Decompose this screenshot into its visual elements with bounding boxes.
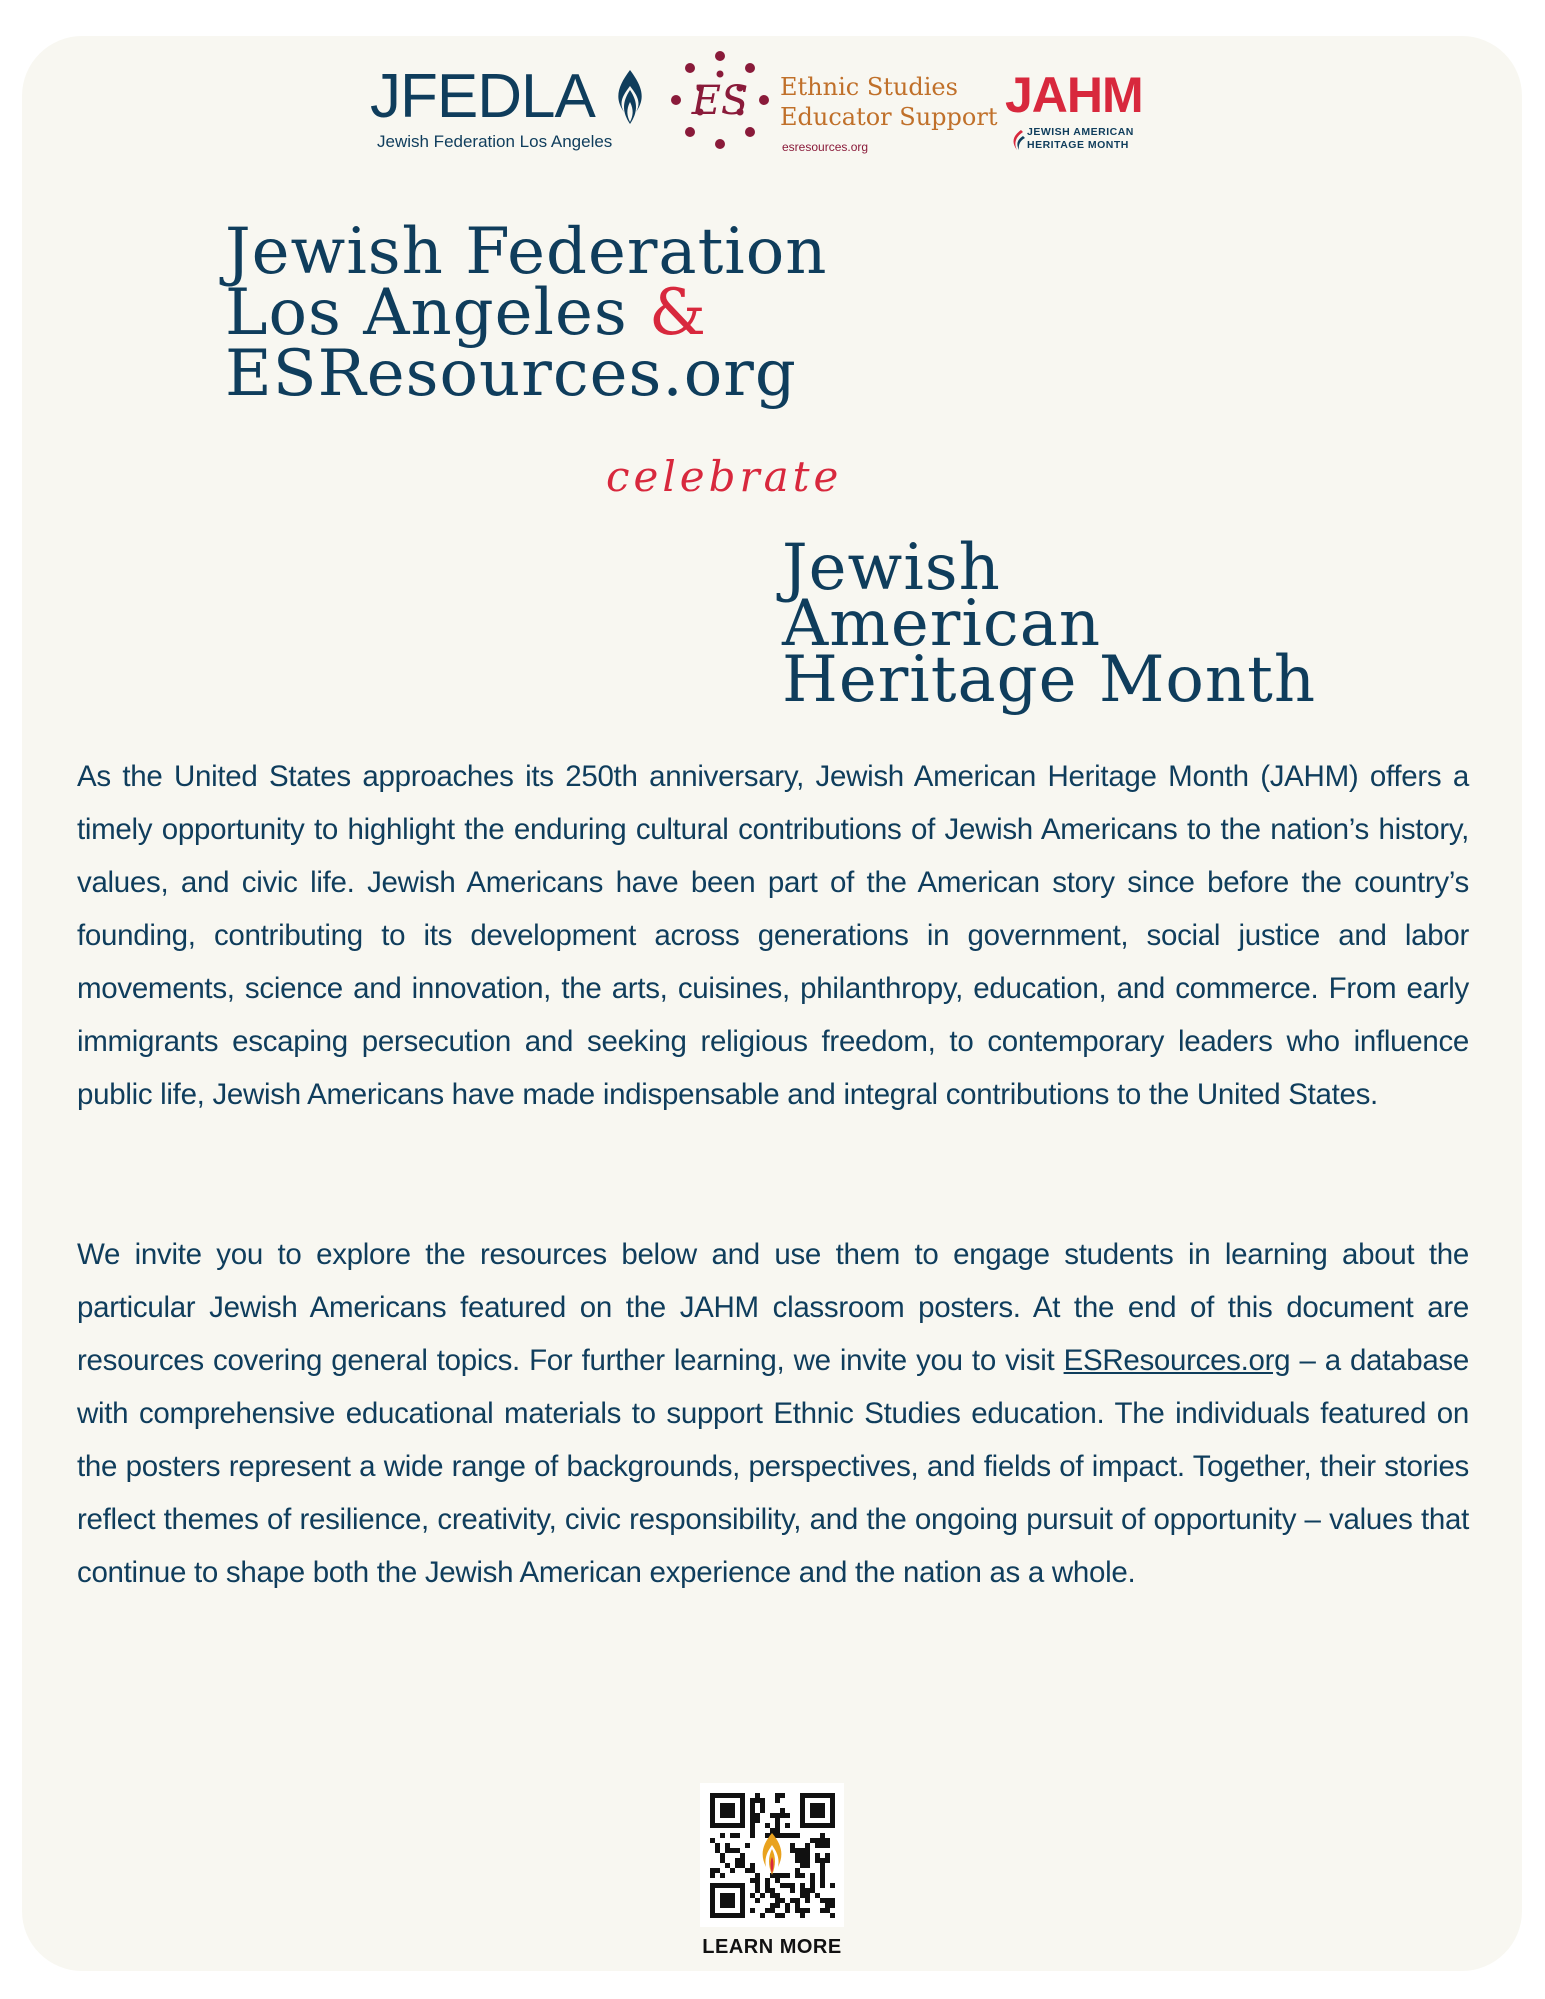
qr-module bbox=[825, 1898, 830, 1903]
jahm-subtitle-line1: JEWISH AMERICAN bbox=[1027, 126, 1134, 138]
qr-module bbox=[795, 1848, 800, 1853]
qr-module bbox=[825, 1853, 830, 1858]
qr-module bbox=[810, 1888, 815, 1893]
qr-module bbox=[780, 1808, 785, 1813]
qr-module bbox=[815, 1853, 820, 1858]
qr-module bbox=[790, 1848, 795, 1853]
qr-module bbox=[805, 1898, 810, 1903]
qr-module bbox=[795, 1833, 800, 1838]
qr-module bbox=[795, 1873, 800, 1878]
qr-module bbox=[830, 1903, 835, 1908]
qr-module bbox=[720, 1873, 725, 1878]
qr-module bbox=[800, 1848, 805, 1853]
qr-module bbox=[775, 1913, 780, 1918]
qr-module bbox=[755, 1813, 760, 1818]
qr-module bbox=[780, 1898, 785, 1903]
qr-module bbox=[805, 1908, 810, 1913]
logo-strip bbox=[0, 0, 1545, 170]
main-headline bbox=[225, 215, 945, 411]
qr-module bbox=[735, 1833, 740, 1838]
qr-module bbox=[735, 1848, 740, 1853]
ethnic-studies-url[interactable]: esresources.org bbox=[782, 140, 869, 154]
qr-module bbox=[785, 1873, 790, 1878]
qr-module bbox=[795, 1903, 800, 1908]
qr-module bbox=[820, 1843, 825, 1848]
qr-module bbox=[765, 1908, 770, 1913]
qr-module bbox=[815, 1893, 820, 1898]
qr-module bbox=[790, 1883, 795, 1888]
qr-module bbox=[765, 1878, 770, 1883]
qr-module bbox=[785, 1903, 790, 1908]
qr-module bbox=[795, 1858, 800, 1863]
qr-module bbox=[780, 1883, 785, 1888]
qr-module bbox=[825, 1908, 830, 1913]
flame-icon bbox=[610, 68, 650, 126]
qr-module bbox=[775, 1793, 780, 1798]
qr-module bbox=[780, 1873, 785, 1878]
subhead-line1: Jewish bbox=[782, 531, 1001, 605]
qr-module bbox=[770, 1888, 775, 1893]
qr-module bbox=[805, 1848, 810, 1853]
qr-module bbox=[810, 1883, 815, 1888]
subhead-line3: Heritage Month bbox=[782, 643, 1317, 717]
subhead-line2: American bbox=[782, 587, 1102, 661]
qr-module bbox=[755, 1793, 760, 1798]
qr-module bbox=[770, 1908, 775, 1913]
qr-module bbox=[800, 1913, 805, 1918]
qr-module bbox=[805, 1888, 810, 1893]
qr-module bbox=[810, 1878, 815, 1883]
qr-module bbox=[750, 1868, 755, 1873]
qr-module bbox=[825, 1858, 830, 1863]
qr-module bbox=[820, 1873, 825, 1878]
qr-module bbox=[770, 1893, 775, 1898]
qr-module bbox=[750, 1823, 755, 1828]
qr-module bbox=[815, 1858, 820, 1863]
qr-module bbox=[775, 1823, 780, 1828]
headline-line3: ESResources.org bbox=[225, 337, 797, 411]
qr-module bbox=[780, 1913, 785, 1918]
qr-module bbox=[770, 1828, 775, 1833]
qr-module bbox=[795, 1898, 800, 1903]
qr-module bbox=[710, 1868, 715, 1873]
qr-module bbox=[790, 1843, 795, 1848]
qr-module bbox=[770, 1903, 775, 1908]
qr-module bbox=[775, 1813, 780, 1818]
ethnic-studies-mark-icon[interactable] bbox=[668, 48, 772, 152]
learn-more-label[interactable]: LEARN MORE bbox=[702, 1936, 842, 1958]
celebrate-text: celebrate bbox=[606, 452, 843, 501]
jahm-subtitle bbox=[1027, 126, 1197, 152]
qr-module bbox=[720, 1853, 725, 1858]
qr-module bbox=[750, 1813, 755, 1818]
qr-module bbox=[820, 1858, 825, 1863]
qr-module bbox=[785, 1813, 790, 1818]
headline-ampersand: & bbox=[649, 276, 707, 350]
qr-module bbox=[740, 1858, 745, 1863]
qr-module bbox=[745, 1868, 750, 1873]
qr-module bbox=[780, 1813, 785, 1818]
qr-module bbox=[800, 1858, 805, 1863]
qr-module bbox=[810, 1838, 815, 1843]
qr-module bbox=[790, 1833, 795, 1838]
qr-module bbox=[795, 1868, 800, 1873]
qr-module bbox=[720, 1833, 725, 1838]
qr-module bbox=[745, 1843, 750, 1848]
qr-module bbox=[715, 1868, 720, 1873]
ethnic-studies-line2: Educator Support bbox=[780, 103, 998, 131]
qr-module bbox=[730, 1848, 735, 1853]
invite-paragraph-after-link: – a database with comprehensive educational materials to support Ethnic Studies education. The individuals featured on the posters represent a wide range of backgrounds, perspectives, and fields of impact. Together, their stories reflect themes of resilience, creativity, civic responsibility, and the ongoing pursuit of opportunity – values that continue to shape both the Jewish American experience and the nation as a whole. bbox=[77, 1344, 1469, 1589]
jfedla-subtitle: Jewish Federation Los Angeles bbox=[377, 132, 613, 151]
qr-module bbox=[820, 1833, 825, 1838]
qr-module bbox=[825, 1838, 830, 1843]
qr-module bbox=[760, 1798, 765, 1803]
qr-module bbox=[800, 1888, 805, 1893]
qr-module bbox=[780, 1833, 785, 1838]
qr-module bbox=[775, 1798, 780, 1803]
qr-module bbox=[755, 1898, 760, 1903]
qr-module bbox=[825, 1843, 830, 1848]
qr-module bbox=[795, 1908, 800, 1913]
qr-module bbox=[820, 1868, 825, 1873]
qr-module bbox=[800, 1863, 805, 1868]
qr-module bbox=[760, 1803, 765, 1808]
jahm-subtitle-line2: HERITAGE MONTH bbox=[1027, 139, 1129, 151]
qr-module bbox=[750, 1798, 755, 1803]
qr-module bbox=[805, 1893, 810, 1898]
jahm-subheadline bbox=[782, 531, 1342, 717]
qr-code-icon[interactable] bbox=[700, 1783, 844, 1927]
qr-module bbox=[725, 1848, 730, 1853]
qr-module bbox=[715, 1848, 720, 1853]
qr-module bbox=[820, 1898, 825, 1903]
qr-module bbox=[775, 1873, 780, 1878]
qr-module bbox=[750, 1818, 755, 1823]
qr-module bbox=[810, 1873, 815, 1878]
qr-module bbox=[770, 1813, 775, 1818]
qr-module bbox=[750, 1908, 755, 1913]
qr-module bbox=[750, 1878, 755, 1883]
qr-module bbox=[730, 1868, 735, 1873]
jfedla-logo[interactable] bbox=[370, 62, 670, 151]
qr-module bbox=[820, 1863, 825, 1868]
qr-module bbox=[790, 1898, 795, 1903]
jfedla-wordmark: JFEDLA bbox=[370, 62, 595, 131]
qr-module bbox=[815, 1838, 820, 1843]
qr-module bbox=[755, 1798, 760, 1803]
qr-module bbox=[805, 1858, 810, 1863]
qr-module bbox=[815, 1843, 820, 1848]
qr-module bbox=[760, 1893, 765, 1898]
qr-module bbox=[785, 1823, 790, 1828]
qr-module bbox=[770, 1873, 775, 1878]
qr-module bbox=[720, 1858, 725, 1863]
qr-module bbox=[805, 1853, 810, 1858]
qr-module bbox=[775, 1828, 780, 1833]
qr-module bbox=[820, 1883, 825, 1888]
qr-module bbox=[765, 1823, 770, 1828]
qr-module bbox=[830, 1913, 835, 1918]
qr-module bbox=[825, 1903, 830, 1908]
qr-module bbox=[785, 1883, 790, 1888]
qr-module bbox=[765, 1888, 770, 1893]
qr-module bbox=[755, 1818, 760, 1823]
qr-module bbox=[755, 1873, 760, 1878]
ethnic-studies-title[interactable] bbox=[780, 72, 1000, 132]
esresources-link[interactable]: ESResources.org bbox=[1063, 1344, 1291, 1377]
qr-module bbox=[755, 1878, 760, 1883]
qr-module bbox=[790, 1888, 795, 1893]
qr-module bbox=[760, 1913, 765, 1918]
qr-module bbox=[805, 1843, 810, 1848]
qr-module bbox=[750, 1833, 755, 1838]
qr-module bbox=[740, 1863, 745, 1868]
jahm-logo[interactable] bbox=[1005, 67, 1185, 151]
qr-module bbox=[735, 1858, 740, 1863]
qr-module bbox=[740, 1853, 745, 1858]
headline-line2 bbox=[225, 276, 945, 350]
qr-module bbox=[800, 1883, 805, 1888]
qr-module bbox=[710, 1838, 715, 1843]
invite-paragraph-before-link: We invite you to explore the resources below and use them to engage students in learning about the particular Jewish Americans featured on the JAHM classroom posters. At the end of this document are resources covering general topics. For further learning, we invite you to visit bbox=[77, 1238, 1469, 1377]
headline-line1: Jewish Federation bbox=[225, 215, 828, 289]
swoosh-icon bbox=[1009, 128, 1025, 152]
qr-module bbox=[775, 1833, 780, 1838]
qr-module bbox=[830, 1883, 835, 1888]
qr-module bbox=[800, 1873, 805, 1878]
headline-line2-text: Los Angeles bbox=[225, 276, 628, 350]
qr-module bbox=[785, 1833, 790, 1838]
invite-paragraph bbox=[77, 1228, 1469, 1599]
qr-module bbox=[755, 1888, 760, 1893]
qr-module bbox=[830, 1898, 835, 1903]
qr-module bbox=[800, 1853, 805, 1858]
qr-module bbox=[750, 1803, 755, 1808]
qr-module bbox=[750, 1828, 755, 1833]
qr-module bbox=[730, 1833, 735, 1838]
qr-module bbox=[820, 1838, 825, 1843]
qr-module bbox=[715, 1843, 720, 1848]
qr-module bbox=[750, 1808, 755, 1813]
qr-code-graphic bbox=[700, 1783, 844, 1927]
qr-module bbox=[735, 1863, 740, 1868]
qr-module bbox=[765, 1883, 770, 1888]
qr-module bbox=[710, 1873, 715, 1878]
qr-module bbox=[820, 1908, 825, 1913]
qr-module bbox=[820, 1878, 825, 1883]
qr-module bbox=[725, 1863, 730, 1868]
qr-module bbox=[805, 1863, 810, 1868]
qr-module bbox=[800, 1893, 805, 1898]
intro-paragraph: As the United States approaches its 250th anniversary, Jewish American Heritage Month (JAHM) offers a timely opportunity to highlight the enduring cultural contributions of Jewish Americans to the nation’s history, values, and civic life. Jewish Americans have been part of the American story since before the country’s founding, contributing to its development across generations in government, social justice and labor movements, science and innovation, the arts, cuisines, philanthropy, education, and commerce. From early immigrants escaping persecution and seeking religious freedom, to contemporary leaders who influence public life, Jewish Americans have made indispensable and integral contributions to the United States. bbox=[77, 760, 1469, 1111]
qr-module bbox=[775, 1898, 780, 1903]
qr-module bbox=[785, 1908, 790, 1913]
qr-module bbox=[800, 1908, 805, 1913]
qr-module bbox=[775, 1878, 780, 1883]
es-mark-text: ES bbox=[691, 78, 749, 124]
qr-module bbox=[760, 1808, 765, 1813]
qr-module bbox=[750, 1863, 755, 1868]
qr-module bbox=[775, 1903, 780, 1908]
qr-module bbox=[775, 1818, 780, 1823]
qr-module bbox=[775, 1893, 780, 1898]
qr-module bbox=[780, 1793, 785, 1798]
ethnic-studies-line1: Ethnic Studies bbox=[780, 73, 958, 101]
jahm-wordmark: JAHM bbox=[1005, 67, 1143, 123]
qr-module bbox=[750, 1893, 755, 1898]
qr-module bbox=[725, 1843, 730, 1848]
qr-module bbox=[795, 1853, 800, 1858]
qr-module bbox=[755, 1883, 760, 1888]
